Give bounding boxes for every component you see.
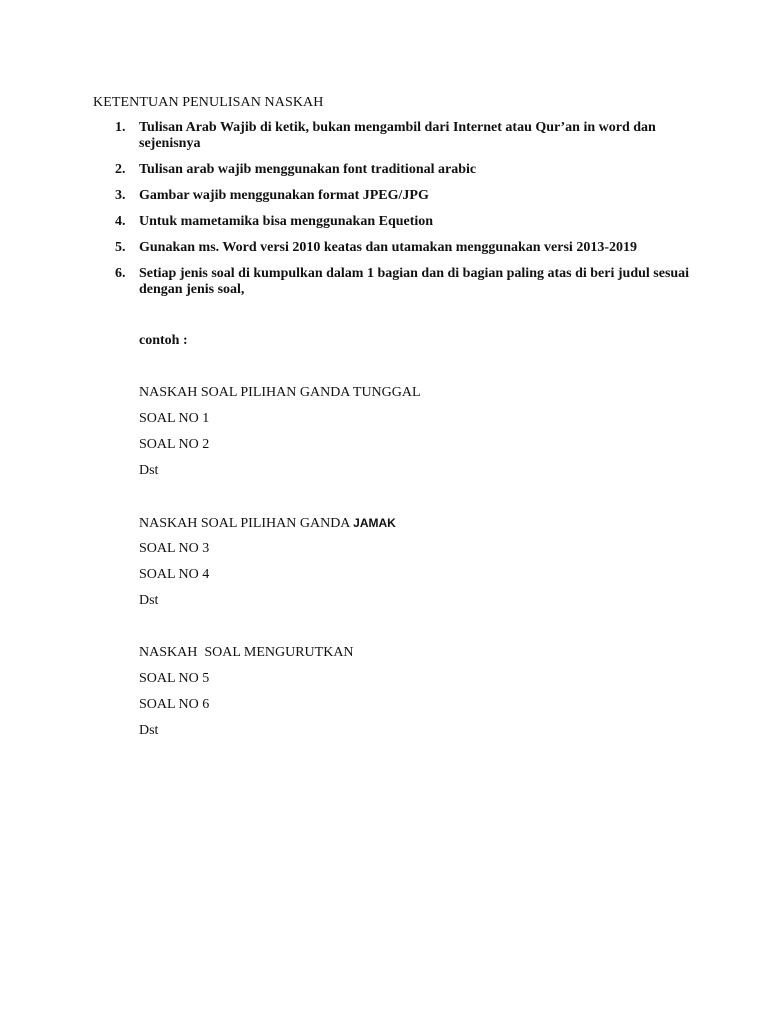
section-line: SOAL NO 6: [139, 697, 210, 712]
rule-text: Tulisan Arab Wajib di ketik, bukan mengambil dari Internet atau Qur’an in word dan sejenisnya: [139, 120, 656, 151]
rule-item-3: [93, 188, 693, 204]
rule-number: 6.: [115, 266, 126, 281]
section-title-main: NASKAH SOAL PILIHAN GANDA: [139, 516, 354, 531]
section-line: Dst: [139, 463, 159, 478]
section-line: Dst: [139, 723, 159, 738]
rule-text: Untuk mametamika bisa menggunakan Equetion: [139, 214, 434, 229]
section-line: SOAL NO 2: [139, 437, 210, 452]
section-line: SOAL NO 5: [139, 671, 210, 686]
rule-text: Gunakan ms. Word versi 2010 keatas dan utamakan menggunakan versi 2013-2019: [139, 240, 637, 255]
section-line: Dst: [139, 593, 159, 608]
section-title-pilihan-ganda-jamak: [139, 515, 396, 532]
rule-item-6: [93, 266, 693, 298]
rule-item-4: [93, 214, 693, 230]
section-line: SOAL NO 3: [139, 541, 210, 556]
section-line: SOAL NO 4: [139, 567, 210, 582]
rule-item-2: [93, 162, 693, 178]
rule-item-5: [93, 240, 693, 256]
rule-text: Gambar wajib menggunakan format JPEG/JPG: [139, 188, 429, 203]
rules-list: [93, 120, 693, 298]
rule-number: 1.: [115, 120, 126, 135]
section-title-mengurutkan: NASKAH SOAL MENGURUTKAN: [139, 645, 354, 660]
section-title-suffix: JAMAK: [353, 516, 396, 530]
section-line: SOAL NO 1: [139, 411, 210, 426]
rule-number: 3.: [115, 188, 126, 203]
rule-text: Tulisan arab wajib menggunakan font traditional arabic: [139, 162, 477, 177]
rule-number: 4.: [115, 214, 126, 229]
example-label: contoh :: [139, 333, 188, 348]
rule-number: 2.: [115, 162, 126, 177]
section-title-pilihan-ganda-tunggal: NASKAH SOAL PILIHAN GANDA TUNGGAL: [139, 385, 421, 400]
document-title: KETENTUAN PENULISAN NASKAH: [93, 95, 324, 110]
rule-text: Setiap jenis soal di kumpulkan dalam 1 bagian dan di bagian paling atas di beri judul sesuai dengan jenis soal,: [139, 266, 690, 297]
rule-number: 5.: [115, 240, 126, 255]
rule-item-1: [93, 120, 693, 152]
